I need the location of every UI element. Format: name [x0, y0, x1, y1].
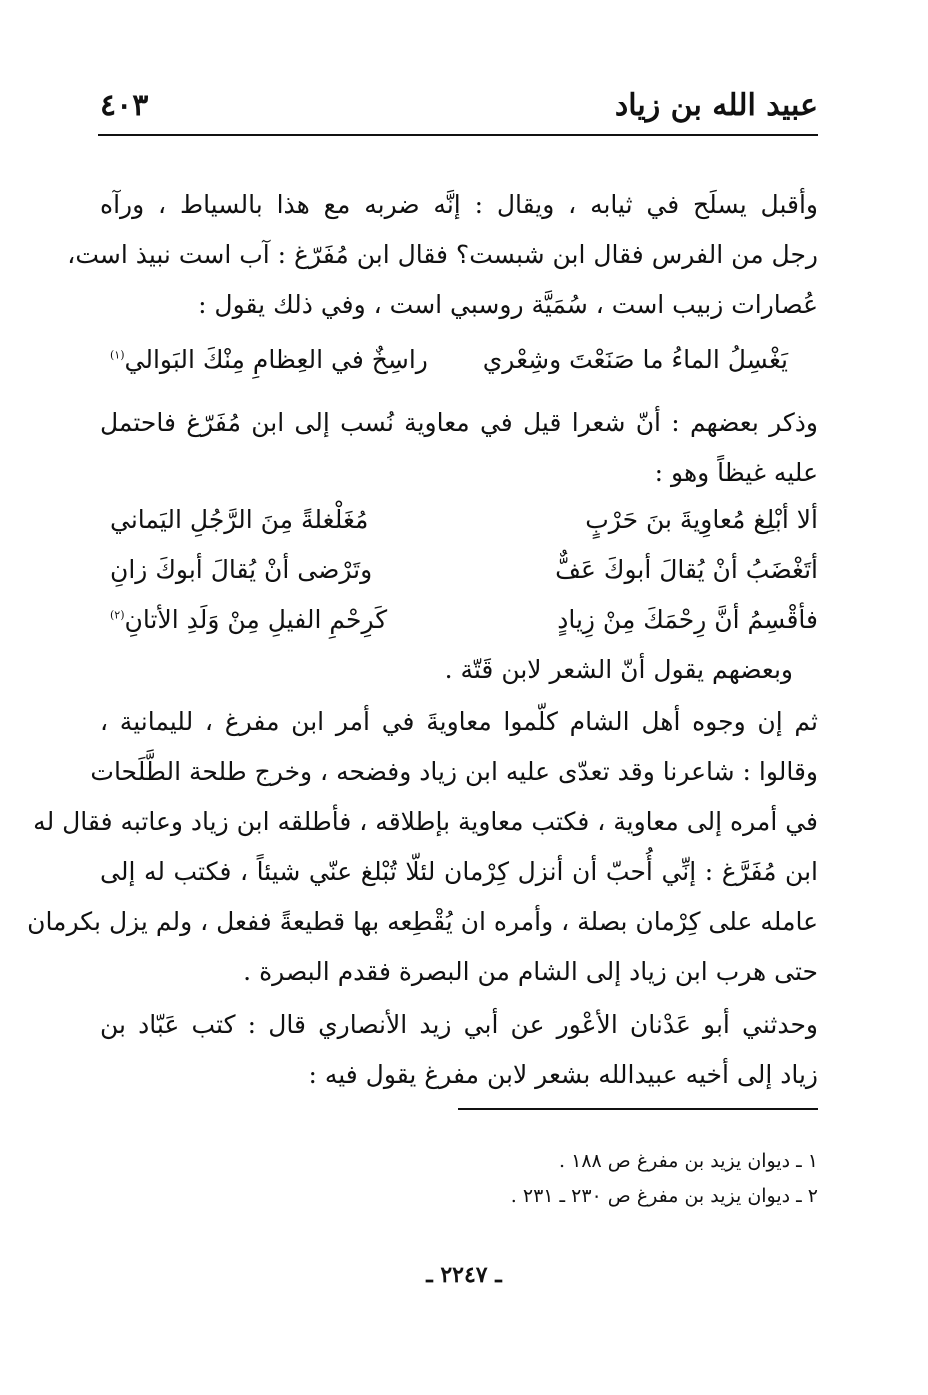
verse-hemistich-second: مُغَلْغلةً مِنَ الرَّجُلِ اليَماني: [110, 505, 369, 534]
body-line: وأقبل يسلَح في ثيابه ، ويقال : إنَّه ضربه مع هذا بالسياط ، ورآه: [100, 190, 818, 219]
footnote-rule: [458, 1108, 818, 1110]
body-line: رجل من الفرس فقال ابن شبست؟ فقال ابن مُفَرّغ : آب است نبيذ است،: [67, 240, 818, 269]
header-rule: [98, 134, 818, 136]
footnote: ١ ـ ديوان يزيد بن مفرغ ص ١٨٨ .: [559, 1150, 818, 1172]
body-line: في أمره إلى معاوية ، فكتب معاوية بإطلاقه ، فأطلقه ابن زياد وعاتبه فقال له: [33, 807, 818, 836]
body-line: ثم إن وجوه أهل الشام كلّموا معاويةَ في أمر ابن مفرغ ، لليمانية ،: [100, 707, 818, 736]
verse-hemistich-text: راسِخٌ في العِظامِ مِنْكَ البَوالي: [124, 345, 428, 374]
verse-hemistich-first: يَغْسِلُ الماءُ ما صَنَعْتَ وشِعْري: [482, 345, 788, 374]
verse-hemistich-first: ألا أبْلِغ مُعاوِيةَ بنَ حَرْبٍ: [585, 505, 818, 534]
footnote: ٢ ـ ديوان يزيد بن مفرغ ص ٢٣٠ ـ ٢٣١ .: [510, 1185, 818, 1207]
footnote-marker: (١): [110, 348, 125, 362]
body-line: زياد إلى أخيه عبيدالله بشعر لابن مفرغ يقول فيه :: [308, 1060, 818, 1089]
body-line: عليه غيظاً وهو :: [654, 458, 818, 487]
verse-hemistich-second: [110, 345, 428, 374]
verse-hemistich-second: وتَرْضى أنْ يُقالَ أبوكَ زانِ: [110, 555, 373, 584]
running-header-title: عبيد الله بن زياد: [614, 88, 818, 123]
verse-hemistich-first: فأقْسِمُ أنَّ رِحْمَكَ مِنْ زِيادٍ: [557, 605, 818, 634]
body-line: وذكر بعضهم : أنّ شعرا قيل في معاوية نُسب إلى ابن مُفَرّغ فاحتمل: [100, 408, 818, 437]
running-header-page-number: ٤٠٣: [100, 88, 149, 123]
body-line: وبعضهم يقول أنّ الشعر لابن قَتّة .: [444, 655, 793, 684]
verse-hemistich-second: [110, 605, 387, 634]
footnote-marker: (٢): [110, 608, 125, 622]
body-line: ابن مُفَرَّغ : إنِّي أُحبّ أن أنزل كِرْمان لئلّا تُبْلغ عنّي شيئاً ، فكتب له إلى: [100, 857, 818, 886]
footer-page-number: ـ ٢٢٤٧ ـ: [426, 1262, 502, 1288]
body-line: عُصارات زبيب است ، سُمَيَّة روسبي است ، وفي ذلك يقول :: [198, 290, 818, 319]
body-line: وقالوا : شاعرنا وقد تعدّى عليه ابن زياد وفضحه ، وخرج طلحة الطَّلَحات: [90, 757, 818, 786]
body-line: عامله على كِرْمان بصلة ، وأمره ان يُقْطِعه بها قطيعةً ففعل ، ولم يزل بكرمان: [27, 907, 818, 936]
body-line: حتى هرب ابن زياد إلى الشام من البصرة فقدم البصرة .: [243, 957, 818, 986]
verse-hemistich-first: أتَغْضَبُ أنْ يُقالَ أبوكَ عَفٌّ: [555, 555, 818, 584]
body-line: وحدثني أبو عَدْنان الأعْور عن أبي زيد الأنصاري قال : كتب عَبّاد بن: [100, 1010, 818, 1039]
verse-hemistich-text: كَرِحْمِ الفيلِ مِنْ وَلَدِ الأتانِ: [124, 605, 388, 634]
